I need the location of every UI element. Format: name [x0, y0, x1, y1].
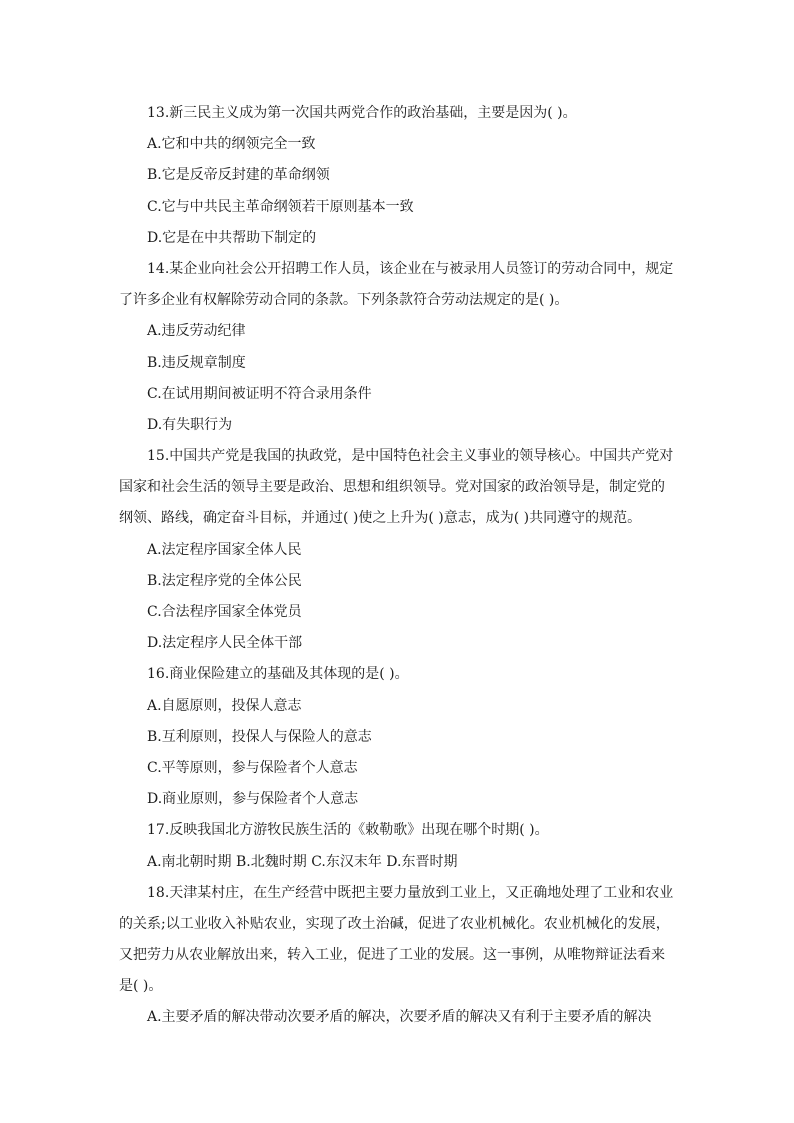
answer-option: D.法定程序人民全体干部: [147, 635, 303, 652]
question-stem: 18.天津某村庄，在生产经营中既把主要力量放到工业上，又正确地处理了工业和农业: [147, 884, 674, 901]
answer-option: C.在试用期间被证明不符合录用条件: [147, 385, 372, 402]
document-body: [119, 98, 679, 1034]
answer-option: C.平等原则，参与保险者个人意志: [147, 759, 358, 776]
answer-option: A.违反劳动纪律: [147, 323, 246, 340]
answer-option: D.有失职行为: [147, 416, 233, 433]
question-stem: 14.某企业向社会公开招聘工作人员，该企业在与被录用人员签订的劳动合同中，规定: [147, 260, 674, 277]
answer-option: B.违反规章制度: [147, 354, 246, 371]
answer-option: D.它是在中共帮助下制定的: [147, 229, 317, 246]
question-stem: 16.商业保险建立的基础及其体现的是( )。: [147, 666, 409, 683]
answer-option: C.合法程序国家全体党员: [147, 604, 302, 620]
question-stem-continued: 的关系;以工业收入补贴农业，实现了改土治碱，促进了农业机械化。农业机械化的发展，: [119, 915, 670, 932]
question-stem: 17.反映我国北方游牧民族生活的《敕勒歌》出现在哪个时期( )。: [147, 822, 549, 839]
question-stem-continued: 了许多企业有权解除劳动合同的条款。下列条款符合劳动法规定的是( )。: [119, 292, 569, 309]
answer-option: D.商业原则，参与保险者个人意志: [147, 791, 359, 808]
answer-option: B.它是反帝反封建的革命纲领: [147, 167, 330, 184]
answer-option: B.法定程序党的全体公民: [147, 572, 302, 589]
answer-option: A.主要矛盾的解决带动次要矛盾的解决，次要矛盾的解决又有利于主要矛盾的解决: [147, 1009, 652, 1026]
question-stem-continued: 纲领、路线，确定奋斗目标，并通过( )使之上升为( )意志，成为( )共同遵守的规范。: [119, 510, 642, 527]
question-stem-continued: 又把劳力从农业解放出来，转入工业，促进了工业的发展。这一事例，从唯物辩证法看来: [119, 947, 665, 964]
answer-option: A.法定程序国家全体人民: [147, 541, 302, 558]
question-stem-continued: 国家和社会生活的领导主要是政治、思想和组织领导。党对国家的政治领导是，制定党的: [119, 479, 665, 496]
answer-option: A.它和中共的纲领完全一致: [147, 136, 316, 153]
answer-option: A.自愿原则，投保人意志: [147, 697, 302, 714]
question-stem-continued: 是( )。: [119, 978, 163, 995]
answer-option: B.互利原则，投保人与保险人的意志: [147, 728, 372, 745]
answer-option: C.它与中共民主革命纲领若干原则基本一致: [147, 198, 414, 215]
answer-option: A.南北朝时期 B.北魏时期 C.东汉末年 D.东晋时期: [147, 853, 458, 870]
question-stem: 15.中国共产党是我国的执政党，是中国特色社会主义事业的领导核心。中国共产党对: [147, 448, 674, 465]
question-stem: 13.新三民主义成为第一次国共两党合作的政治基础，主要是因为( )。: [147, 105, 577, 121]
